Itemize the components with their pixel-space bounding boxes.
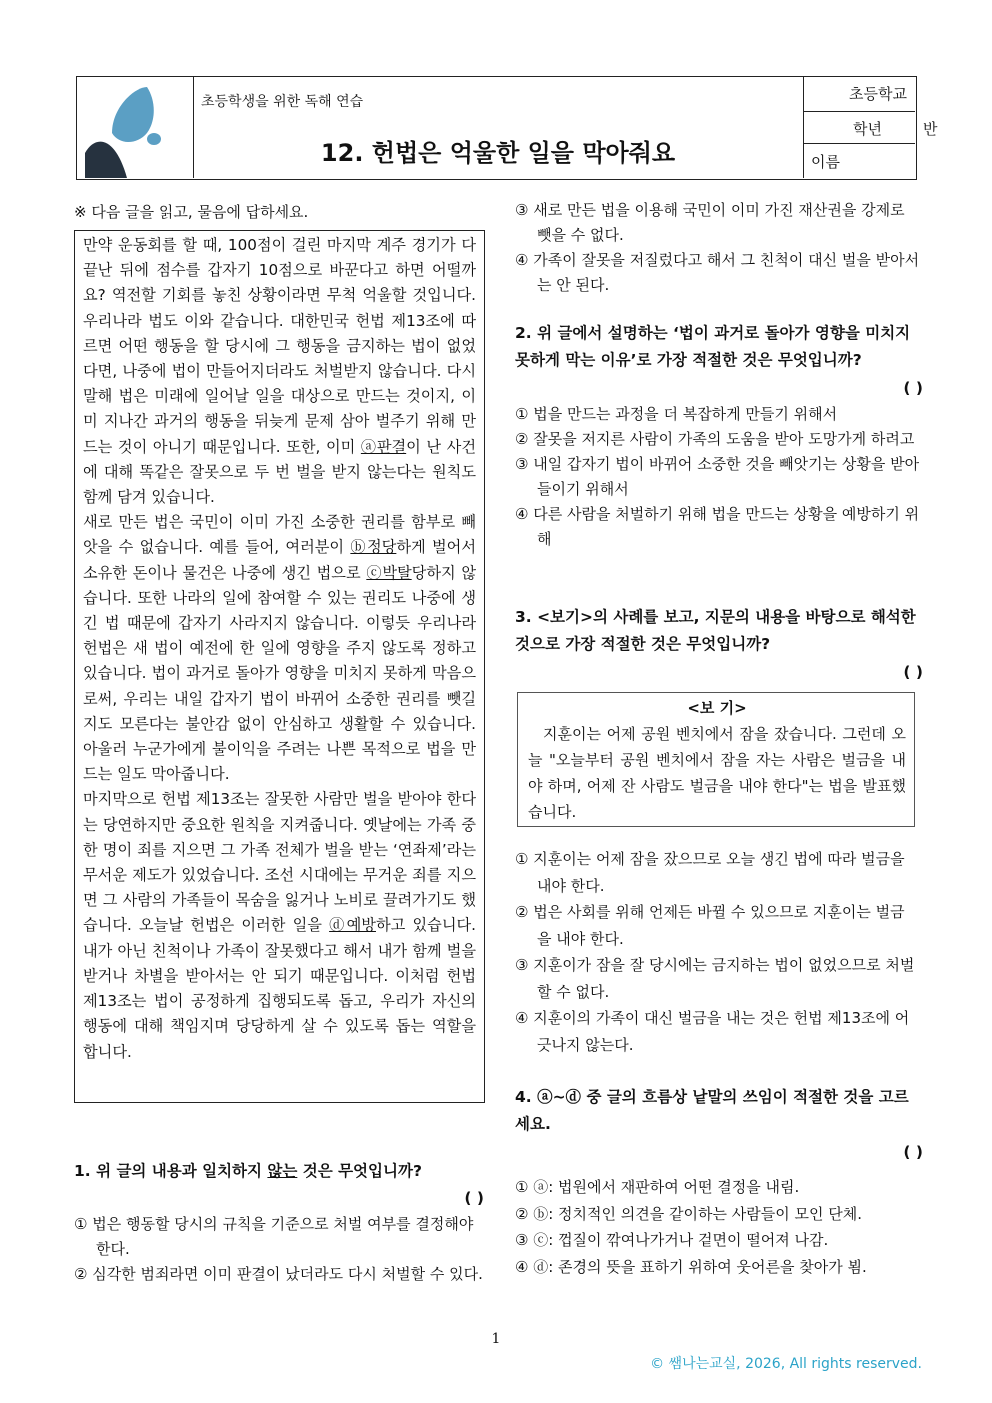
question-3-options [515, 846, 919, 1058]
q4-option-4[interactable]: ④ ⓓ: 존경의 뜻을 표하기 위하여 웃어른을 찾아가 뵘. [515, 1257, 867, 1276]
passage-text: 이 난 사건에 대해 똑같은 잘못으로 두 번 벌을 받지 않는다는 원칙도 함께 담겨 있습니다. [83, 437, 477, 507]
passage-paragraph-3 [83, 787, 476, 1064]
q1-option-3[interactable]: ③ 새로 만든 법을 이용해 국민이 이미 가진 재산권을 강제로 뺏을 수 없다. [515, 201, 905, 244]
worksheet-header [76, 76, 938, 180]
q1-option-1[interactable]: ① 법은 행동할 당시의 규칙을 기준으로 처벌 여부를 결정해야 한다. [74, 1215, 474, 1258]
mark-c: ⓒ박탈 [366, 563, 412, 582]
q3-option-1[interactable]: ① 지훈이는 어제 잠을 잤으므로 오늘 생긴 법에 따라 벌금을 내야 한다. [515, 850, 905, 895]
q3-option-2[interactable]: ② 법은 사회를 위해 언제든 바뀔 수 있으므로 지훈이는 벌금을 내야 한다. [515, 903, 905, 948]
q2-option-4[interactable]: ④ 다른 사람을 처벌하기 위해 법을 만드는 상황을 예방하기 위해 [515, 505, 920, 548]
drop-logo-icon [77, 77, 193, 178]
passage-paragraph-2 [83, 510, 476, 787]
grade-class-field[interactable] [803, 112, 938, 144]
q1-option-4[interactable]: ④ 가족이 잘못을 저질렀다고 해서 그 친척이 대신 벌을 받아서는 안 된다. [515, 251, 920, 294]
student-info [803, 77, 938, 178]
passage-paragraph-1 [83, 233, 476, 510]
page-number: 1 [491, 1331, 501, 1347]
passage-text: 만약 운동회를 할 때, 100점이 걸린 마지막 계주 경기가 다 끝난 뒤에 점수를 갑자기 10점으로 바꾼다고 하면 어떨까요? 역전할 기회를 놓친 상황이라면 무척 억울할 것입니다. 우리나라 법도 이와 같습니다. 대한민국 헌법 제13조에 따르면 어떤 행동을 할 당시에 그 행동을 금지하는 법이 없었다면, 나중에 법이 만들어지더라도 처벌받지 않습니다. 다시 말해 법은 미래에 일어날 일을 대상으로 만드는 것이지, 이미 지나간 과거의 행동을 뒤늦게 문제 삼아 벌주기 위해 만드는 것이 아니기 때문입니다. 또한, 이미 [83, 236, 476, 456]
question-2-text: 2. 위 글에서 설명하는 ‘법이 과거로 돌아가 영향을 미치지 못하게 막는 이유’로 가장 적절한 것은 무엇입니까? [515, 324, 911, 369]
question-1-text [74, 1158, 484, 1185]
copyright-notice: © 쌤나는교실, 2026, All rights reserved. [650, 1356, 922, 1372]
q1-option-2[interactable]: ② 심각한 범죄라면 이미 판결이 났더라도 다시 처벌할 수 있다. [74, 1265, 483, 1283]
answer-blank-2[interactable]: ( ) [903, 379, 923, 397]
question-1-continued [515, 198, 923, 298]
q4-option-3[interactable]: ③ ⓒ: 껍질이 깎여나가거나 겉면이 떨어져 나감. [515, 1231, 829, 1249]
q4-option-1[interactable]: ① ⓐ: 법원에서 재판하여 어떤 결정을 내림. [515, 1178, 800, 1196]
title-box [193, 77, 804, 178]
example-box-text: 지훈이는 어제 공원 벤치에서 잠을 잤습니다. 그런데 오늘 "오늘부터 공원 벤치에서 잠을 자는 사람은 벌금을 내야 하며, 어제 잔 사람도 벌금을 내야 한다"는 법을 발표했습니다. [528, 725, 906, 821]
passage-text: 하게 벌어서 소유한 돈이나 물건은 나중에 생긴 법으로 [83, 538, 476, 582]
example-box [517, 692, 915, 827]
logo [77, 77, 194, 178]
q1-pre: 1. 위 글의 내용과 일치하지 [74, 1162, 268, 1180]
q3-option-3[interactable]: ③ 지훈이가 잠을 잘 당시에는 금지하는 법이 없었으므로 처벌할 수 없다. [515, 956, 915, 1001]
q1-emphasis: 않는 [267, 1162, 298, 1180]
example-box-title: <보 기> [687, 699, 747, 717]
mark-a: ⓐ판결 [360, 437, 407, 456]
name-field[interactable]: 이름 [811, 153, 840, 171]
mark-b: ⓑ정당 [350, 538, 397, 557]
q2-option-3[interactable]: ③ 내일 갑자기 법이 바뀌어 소중한 것을 빼앗기는 상황을 받아들이기 위해서 [515, 455, 920, 498]
mark-d: ⓓ예방 [329, 916, 376, 935]
answer-blank-4[interactable]: ( ) [903, 1143, 923, 1161]
question-4-text: 4. ⓐ~ⓓ 중 글의 흐름상 낱말의 쓰임이 적절한 것을 고르세요. [515, 1088, 909, 1133]
q2-option-2[interactable]: ② 잘못을 저지른 사람이 가족의 도움을 받아 도망가게 하려고 [515, 430, 915, 448]
question-2 [515, 320, 923, 552]
answer-blank-1[interactable]: ( ) [464, 1189, 484, 1207]
question-4 [515, 1084, 923, 1280]
worksheet-subtitle: 초등학생을 위한 독해 연습 [201, 94, 364, 110]
class-label: 반 [923, 120, 938, 138]
q1-post: 것은 무엇입니까? [297, 1162, 422, 1180]
question-1 [74, 1158, 484, 1287]
answer-blank-3[interactable]: ( ) [903, 663, 923, 681]
passage-text: 하고 있습니다. 내가 아닌 친척이나 가족이 잘못했다고 해서 내가 함께 벌을 받거나 차별을 받아서는 안 되기 때문입니다. 이처럼 헌법 제13조는 법이 공정하게 집행되도록 돕고, 우리가 자신의 행동에 대해 책임지며 당당하게 살 수 있도록 돕는 역할을 합니다. [83, 916, 476, 1061]
passage-text: 마지막으로 헌법 제13조는 잘못한 사람만 벌을 받아야 한다는 당연하지만 중요한 원칙을 지켜줍니다. 옛날에는 가족 중 한 명이 죄를 지으면 그 가족 전체가 벌을 받는 ‘연좌제’라는 무서운 제도가 있었습니다. 조선 시대에는 무거운 죄를 지으면 그 사람의 가족들이 목숨을 잃거나 노비로 끌려가기도 했습니다. 오늘날 헌법은 이러한 일을 [83, 790, 476, 935]
reading-passage [74, 230, 485, 1103]
passage-text: 당하지 않습니다. 또한 나라의 일에 참여할 수 있는 권리도 나중에 생긴 법 때문에 갑자기 사라지지 않습니다. 이렇듯 우리나라 헌법은 새 법이 예전에 한 일에 영향을 주지 않도록 정하고 있습니다. 법이 과거로 돌아가 영향을 미치지 못하게 막음으로써, 우리는 내일 갑자기 법이 바뀌어 소중한 권리를 뺏길지도 모른다는 불안감 없이 안심하고 생활할 수 있습니다. 아울러 누군가에게 불이익을 주려는 나쁜 목적으로 법을 만드는 일도 막아줍니다. [83, 563, 477, 784]
question-3-text: 3. <보기>의 사례를 보고, 지문의 내용을 바탕으로 해석한 것으로 가장 적절한 것은 무엇입니까? [515, 608, 916, 653]
worksheet-title: 12. 헌법은 억울한 일을 막아줘요 [320, 139, 676, 167]
q4-option-2[interactable]: ② ⓑ: 정치적인 의견을 같이하는 사람들이 모인 단체. [515, 1204, 862, 1223]
question-3 [515, 604, 923, 686]
grade-label: 학년 [853, 120, 882, 138]
instruction: ※ 다음 글을 읽고, 물음에 답하세요. [74, 203, 309, 221]
passage-text: 새로 만든 법은 국민이 이미 가진 소중한 권리를 함부로 빼앗을 수 없습니다. 예를 들어, 여러분이 [83, 513, 476, 557]
q2-option-1[interactable]: ① 법을 만드는 과정을 더 복잡하게 만들기 위해서 [515, 405, 838, 423]
school-field[interactable]: 초등학교 [803, 77, 915, 112]
q3-option-4[interactable]: ④ 지훈이의 가족이 대신 벌금을 내는 것은 헌법 제13조에 어긋나지 않는다. [515, 1009, 910, 1054]
